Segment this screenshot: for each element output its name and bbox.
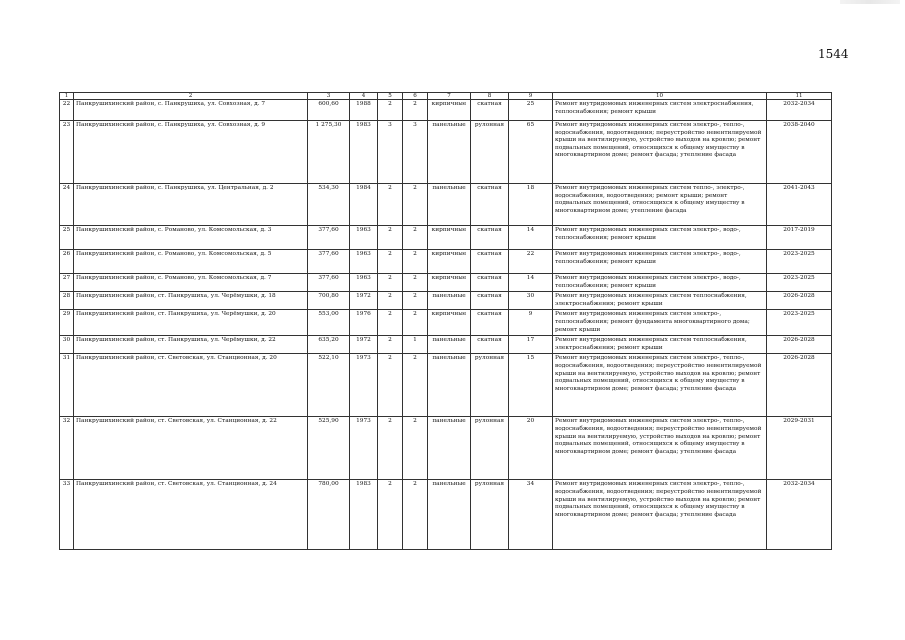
year-cell: 1963 [350, 250, 378, 274]
repair-works-cell: Ремонт внутридомовых инженерных систем тепло-, электро-, водоснабжения, водоотведения; ремонт крыши; ремонт подвальных помещений, относящихся к общему имуществу в многоквартирном доме; утепление фасада [553, 184, 767, 226]
roof-type-cell: скатная [471, 274, 509, 292]
roof-type-cell: рулонная [471, 121, 509, 184]
area-cell: 635,20 [308, 336, 350, 354]
repair-works-cell: Ремонт внутридомовых инженерных систем электро-, тепло-, водоснабжения, водоотведения; переустройство невентилируемой крыши на вентилируемую, устройство выходов на кровлю; ремонт подвальных помещений, относящихся к общему имуществу в многоквартирном доме; ремонт фасада; утепление фасада [553, 480, 767, 550]
row-number: 24 [60, 184, 74, 226]
area-cell: 377,60 [308, 250, 350, 274]
table-row [60, 292, 832, 310]
wear-cell: 14 [509, 226, 553, 250]
wear-cell: 18 [509, 184, 553, 226]
address-cell: Панкрушихинский район, ст. Панкрушиха, ул. Черёмушки, д. 20 [74, 310, 308, 336]
table-row [60, 354, 832, 417]
roof-type-cell: скатная [471, 292, 509, 310]
period-cell: 2023-2025 [767, 310, 832, 336]
table-row [60, 417, 832, 480]
floors-cell: 2 [378, 310, 403, 336]
address-cell: Панкрушихинский район, с. Панкрушиха, ул. Центральная, д. 2 [74, 184, 308, 226]
entrances-cell: 2 [403, 480, 428, 550]
column-number: 9 [509, 93, 553, 100]
column-number: 11 [767, 93, 832, 100]
year-cell: 1984 [350, 184, 378, 226]
repair-works-cell: Ремонт внутридомовых инженерных систем электро-, тепло-, водоснабжения, водоотведения; переустройство невентилируемой крыши на вентилируемую, устройство выходов на кровлю; ремонт подвальных помещений, относящихся к общему имуществу в многоквартирном доме; ремонт фасада; утепление фасада [553, 121, 767, 184]
entrances-cell: 2 [403, 226, 428, 250]
row-number: 28 [60, 292, 74, 310]
row-number: 22 [60, 100, 74, 121]
period-cell: 2023-2025 [767, 274, 832, 292]
entrances-cell: 2 [403, 100, 428, 121]
column-number: 3 [308, 93, 350, 100]
address-cell: Панкрушихинский район, ст. Панкрушиха, ул. Черёмушки, д. 18 [74, 292, 308, 310]
table-row [60, 274, 832, 292]
entrances-cell: 2 [403, 354, 428, 417]
year-cell: 1963 [350, 226, 378, 250]
year-cell: 1963 [350, 274, 378, 292]
wall-material-cell: кирпичные [428, 274, 471, 292]
floors-cell: 2 [378, 480, 403, 550]
wear-cell: 30 [509, 292, 553, 310]
roof-type-cell: скатная [471, 100, 509, 121]
wear-cell: 65 [509, 121, 553, 184]
repair-works-cell: Ремонт внутридомовых инженерных систем теплоснабжения, электроснабжения; ремонт крыши [553, 336, 767, 354]
row-number: 32 [60, 417, 74, 480]
roof-type-cell: скатная [471, 336, 509, 354]
area-cell: 553,00 [308, 310, 350, 336]
row-number: 25 [60, 226, 74, 250]
wall-material-cell: панельные [428, 480, 471, 550]
table-row [60, 336, 832, 354]
column-number: 8 [471, 93, 509, 100]
area-cell: 1 275,30 [308, 121, 350, 184]
wall-material-cell: панельные [428, 354, 471, 417]
wear-cell: 22 [509, 250, 553, 274]
roof-type-cell: скатная [471, 310, 509, 336]
wear-cell: 17 [509, 336, 553, 354]
year-cell: 1973 [350, 417, 378, 480]
entrances-cell: 2 [403, 310, 428, 336]
table-row [60, 480, 832, 550]
period-cell: 2017-2019 [767, 226, 832, 250]
table-row [60, 184, 832, 226]
year-cell: 1972 [350, 292, 378, 310]
repair-works-cell: Ремонт внутридомовых инженерных систем электро-, водо-, теплоснабжения; ремонт крыши [553, 250, 767, 274]
area-cell: 780,00 [308, 480, 350, 550]
floors-cell: 2 [378, 226, 403, 250]
year-cell: 1988 [350, 100, 378, 121]
housing-repair-table [59, 92, 832, 550]
floors-cell: 2 [378, 336, 403, 354]
floors-cell: 2 [378, 417, 403, 480]
repair-works-cell: Ремонт внутридомовых инженерных систем электро-, водо-, теплоснабжения; ремонт крыши [553, 226, 767, 250]
wall-material-cell: панельные [428, 417, 471, 480]
entrances-cell: 2 [403, 274, 428, 292]
row-number: 29 [60, 310, 74, 336]
year-cell: 1983 [350, 480, 378, 550]
area-cell: 534,30 [308, 184, 350, 226]
row-number: 33 [60, 480, 74, 550]
address-cell: Панкрушихинский район, ст. Световская, ул. Станционная, д. 24 [74, 480, 308, 550]
table-row [60, 100, 832, 121]
table-row [60, 226, 832, 250]
address-cell: Панкрушихинский район, с. Романово, ул. Комсомольская, д. 3 [74, 226, 308, 250]
area-cell: 377,60 [308, 226, 350, 250]
roof-type-cell: рулонная [471, 354, 509, 417]
period-cell: 2032-2034 [767, 100, 832, 121]
year-cell: 1972 [350, 336, 378, 354]
row-number: 30 [60, 336, 74, 354]
address-cell: Панкрушихинский район, ст. Световская, ул. Станционная, д. 20 [74, 354, 308, 417]
roof-type-cell: скатная [471, 184, 509, 226]
year-cell: 1976 [350, 310, 378, 336]
column-number: 7 [428, 93, 471, 100]
wear-cell: 15 [509, 354, 553, 417]
page-number: 1544 [818, 47, 849, 61]
column-number: 6 [403, 93, 428, 100]
floors-cell: 2 [378, 274, 403, 292]
period-cell: 2032-2034 [767, 480, 832, 550]
column-number: 2 [74, 93, 308, 100]
address-cell: Панкрушихинский район, с. Панкрушиха, ул. Совхозная, д. 9 [74, 121, 308, 184]
table-row [60, 310, 832, 336]
table-row [60, 121, 832, 184]
column-number: 4 [350, 93, 378, 100]
row-number: 23 [60, 121, 74, 184]
floors-cell: 2 [378, 354, 403, 417]
wear-cell: 9 [509, 310, 553, 336]
wear-cell: 25 [509, 100, 553, 121]
column-number: 5 [378, 93, 403, 100]
entrances-cell: 2 [403, 292, 428, 310]
floors-cell: 2 [378, 100, 403, 121]
year-cell: 1973 [350, 354, 378, 417]
entrances-cell: 2 [403, 417, 428, 480]
roof-type-cell: рулонная [471, 417, 509, 480]
repair-works-cell: Ремонт внутридомовых инженерных систем теплоснабжения, электроснабжения; ремонт крыши [553, 292, 767, 310]
area-cell: 525,90 [308, 417, 350, 480]
year-cell: 1983 [350, 121, 378, 184]
wear-cell: 20 [509, 417, 553, 480]
entrances-cell: 3 [403, 121, 428, 184]
period-cell: 2026-2028 [767, 336, 832, 354]
period-cell: 2026-2028 [767, 292, 832, 310]
entrances-cell: 1 [403, 336, 428, 354]
repair-works-cell: Ремонт внутридомовых инженерных систем электроснабжения, теплоснабжения; ремонт крыши [553, 100, 767, 121]
wall-material-cell: панельные [428, 336, 471, 354]
repair-works-cell: Ремонт внутридомовых инженерных систем электро-, тепло-, водоснабжения, водоотведения; переустройство невентилируемой крыши на вентилируемую, устройство выходов на кровлю; ремонт подвальных помещений, относящихся к общему имуществу в многоквартирном доме; ремонт фасада; утепление фасада [553, 417, 767, 480]
floors-cell: 2 [378, 184, 403, 226]
roof-type-cell: рулонная [471, 480, 509, 550]
address-cell: Панкрушихинский район, с. Романово, ул. Комсомольская, д. 7 [74, 274, 308, 292]
floors-cell: 2 [378, 292, 403, 310]
scan-mark [840, 0, 900, 4]
entrances-cell: 2 [403, 184, 428, 226]
column-number: 1 [60, 93, 74, 100]
address-cell: Панкрушихинский район, с. Романово, ул. Комсомольская, д. 5 [74, 250, 308, 274]
floors-cell: 3 [378, 121, 403, 184]
wall-material-cell: панельные [428, 292, 471, 310]
wear-cell: 34 [509, 480, 553, 550]
column-number-row [60, 93, 832, 100]
column-number: 10 [553, 93, 767, 100]
wall-material-cell: кирпичные [428, 226, 471, 250]
area-cell: 522,10 [308, 354, 350, 417]
address-cell: Панкрушихинский район, ст. Панкрушиха, ул. Черёмушки, д. 22 [74, 336, 308, 354]
period-cell: 2038-2040 [767, 121, 832, 184]
period-cell: 2041-2043 [767, 184, 832, 226]
repair-works-cell: Ремонт внутридомовых инженерных систем электро-, теплоснабжения; ремонт фундамента многоквартирного дома; ремонт крыши [553, 310, 767, 336]
row-number: 27 [60, 274, 74, 292]
address-cell: Панкрушихинский район, с. Панкрушиха, ул. Совхозная, д. 7 [74, 100, 308, 121]
repair-works-cell: Ремонт внутридомовых инженерных систем электро-, водо-, теплоснабжения; ремонт крыши [553, 274, 767, 292]
repair-works-cell: Ремонт внутридомовых инженерных систем электро-, тепло-, водоснабжения, водоотведения; переустройство невентилируемой крыши на вентилируемую, устройство выходов на кровлю; ремонт подвальных помещений, относящихся к общему имуществу в многоквартирном доме; ремонт фасада; утепление фасада [553, 354, 767, 417]
period-cell: 2029-2031 [767, 417, 832, 480]
table-row [60, 250, 832, 274]
row-number: 26 [60, 250, 74, 274]
wall-material-cell: кирпичные [428, 100, 471, 121]
wall-material-cell: панельные [428, 184, 471, 226]
period-cell: 2026-2028 [767, 354, 832, 417]
roof-type-cell: скатная [471, 250, 509, 274]
area-cell: 377,60 [308, 274, 350, 292]
entrances-cell: 2 [403, 250, 428, 274]
wall-material-cell: панельные [428, 121, 471, 184]
area-cell: 600,60 [308, 100, 350, 121]
wall-material-cell: кирпичные [428, 250, 471, 274]
address-cell: Панкрушихинский район, ст. Световская, ул. Станционная, д. 22 [74, 417, 308, 480]
floors-cell: 2 [378, 250, 403, 274]
row-number: 31 [60, 354, 74, 417]
wall-material-cell: кирпичные [428, 310, 471, 336]
period-cell: 2023-2025 [767, 250, 832, 274]
wear-cell: 14 [509, 274, 553, 292]
area-cell: 700,80 [308, 292, 350, 310]
roof-type-cell: скатная [471, 226, 509, 250]
